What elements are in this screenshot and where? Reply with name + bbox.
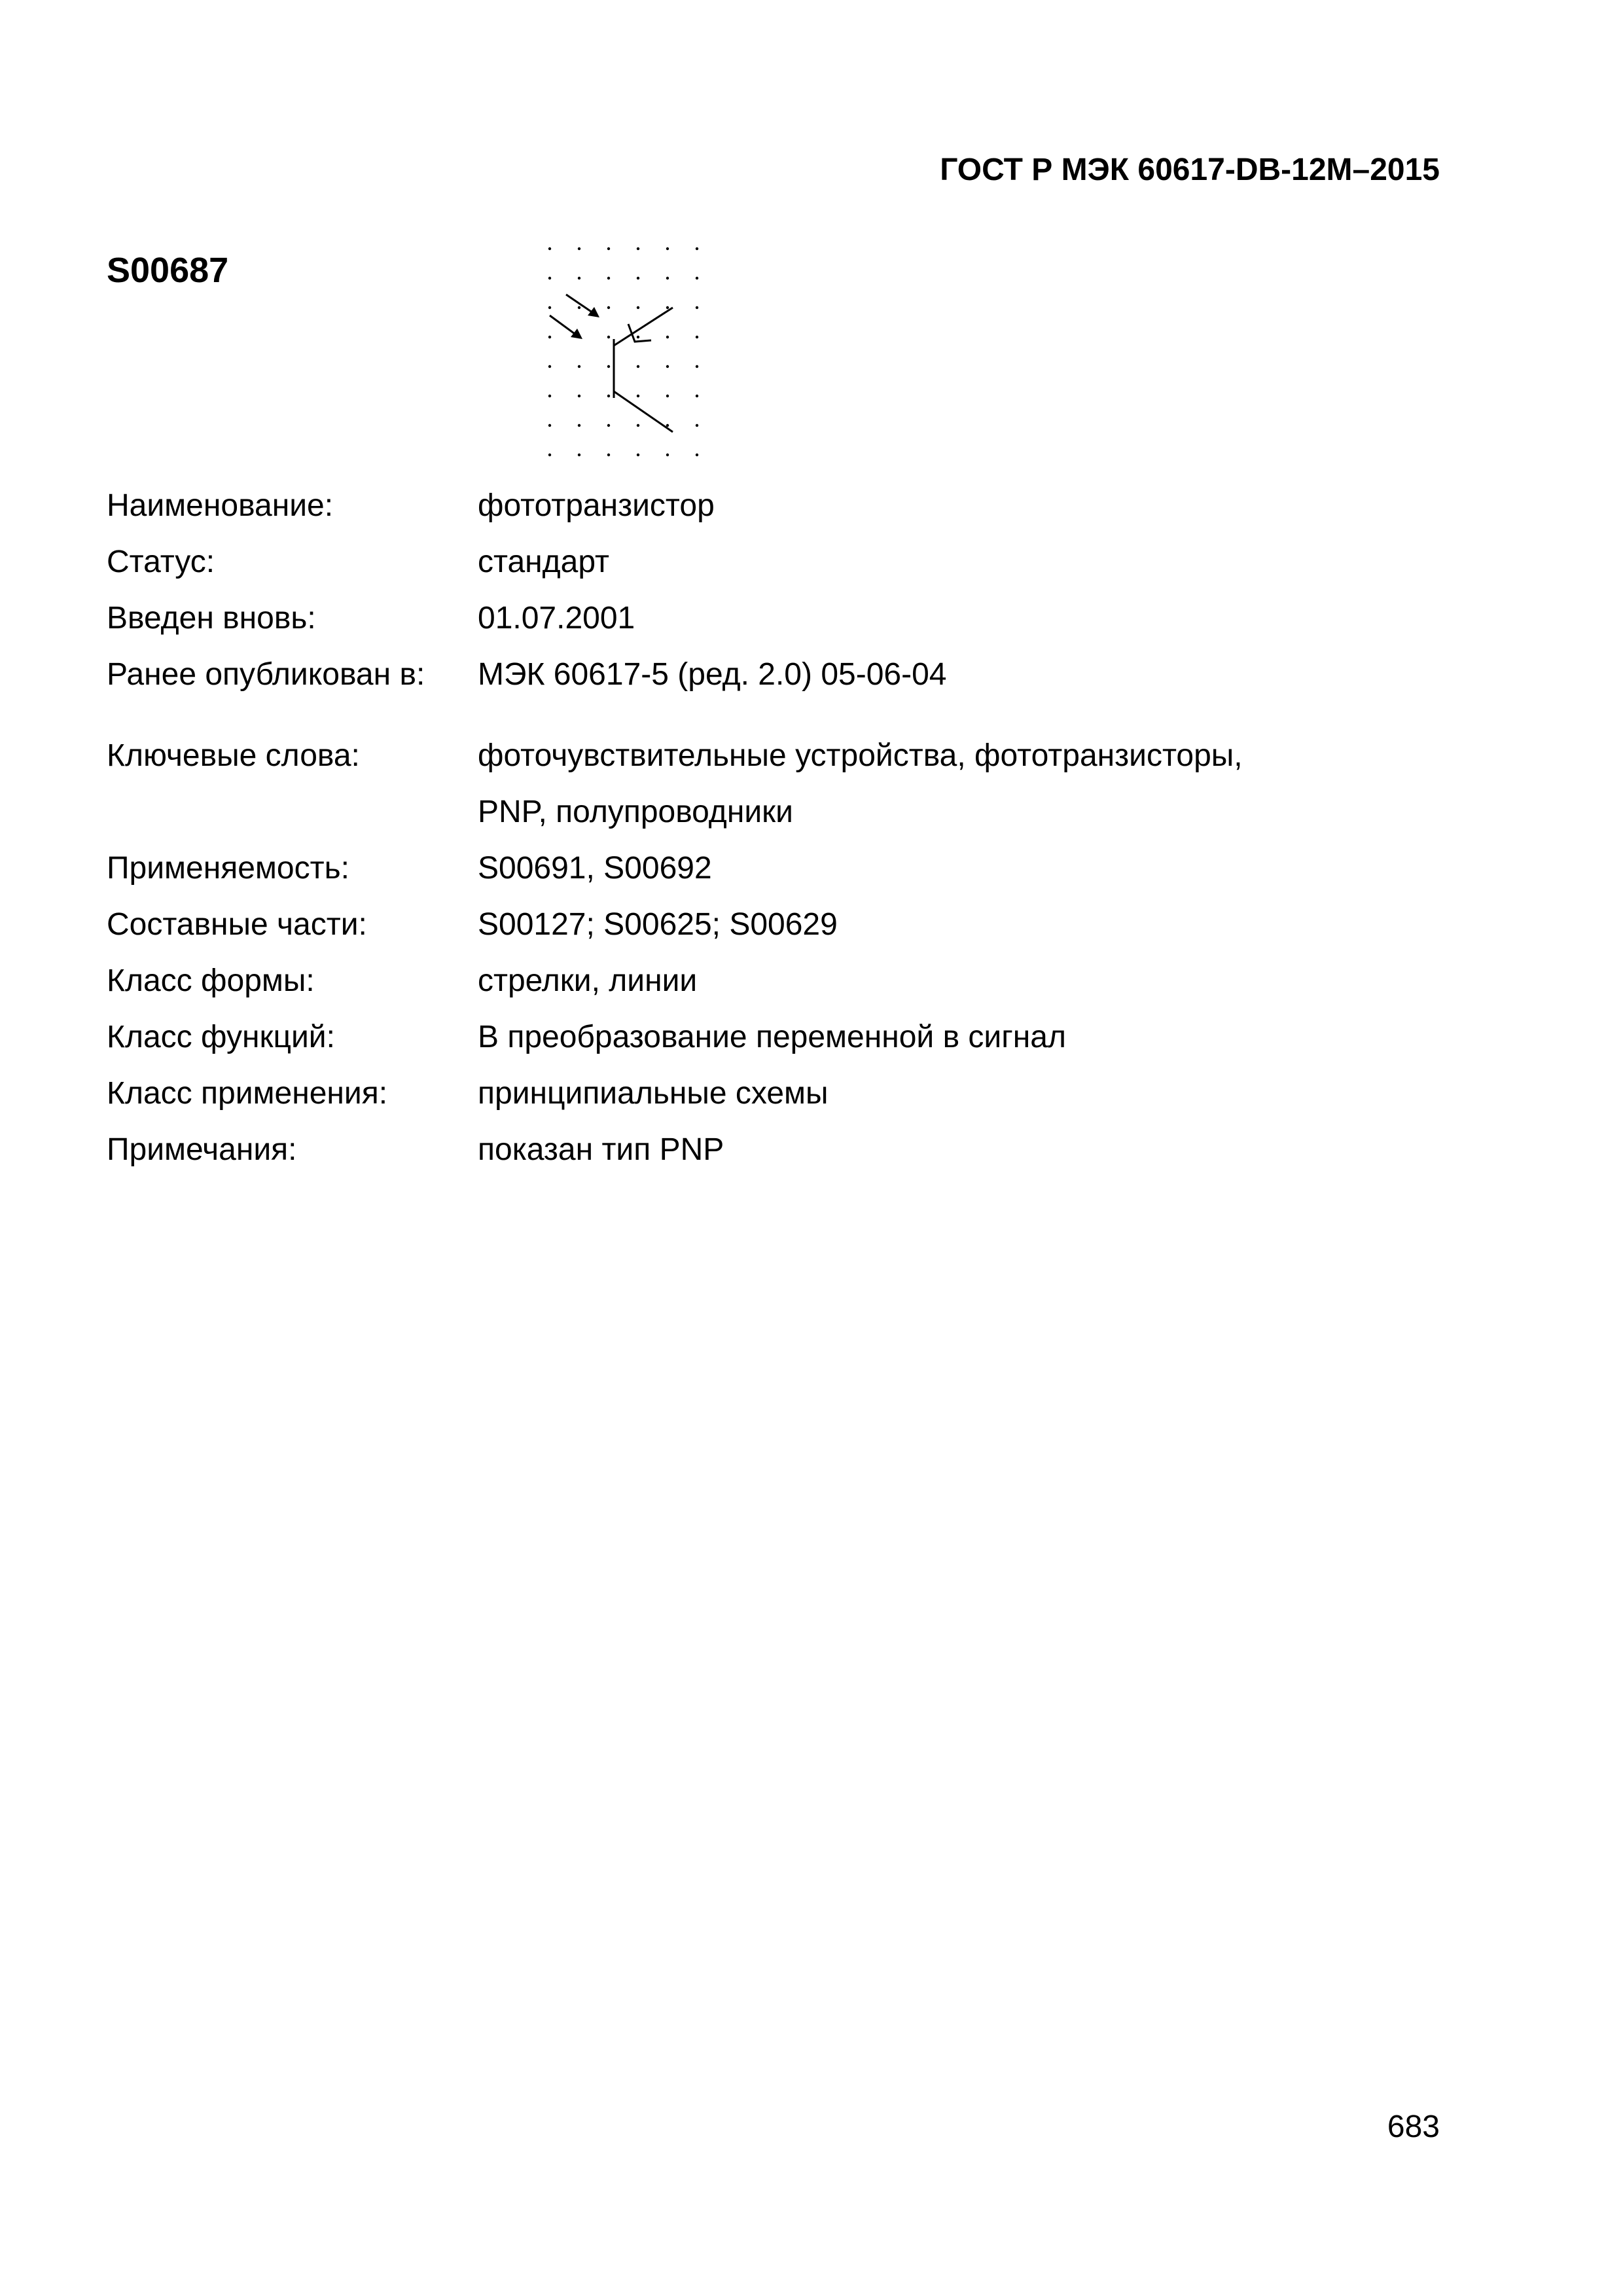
grid-dot <box>578 277 580 279</box>
label-keywords: Ключевые слова: <box>107 738 360 773</box>
value-function-class: B преобразование переменной в сигнал <box>478 1020 1066 1054</box>
grid-dot <box>696 247 698 250</box>
value-shape-class: стрелки, линии <box>478 963 698 998</box>
label-applicability: Применяемость: <box>107 851 349 886</box>
grid-dot <box>666 424 669 427</box>
grid-dot <box>607 395 610 397</box>
row-applicability <box>107 840 1448 897</box>
grid-dot <box>548 395 551 397</box>
grid-dot <box>637 306 639 309</box>
grid-dots <box>548 247 698 456</box>
light-arrowhead-2-icon <box>571 329 582 339</box>
value-published: МЭК 60617-5 (ред. 2.0) 05-06-04 <box>478 657 947 692</box>
light-arrowhead-1-icon <box>588 307 599 317</box>
value-components: S00127; S00625; S00629 <box>478 907 838 942</box>
value-application-class: принципиальные схемы <box>478 1076 829 1111</box>
grid-dot <box>696 395 698 397</box>
grid-dot <box>637 247 639 250</box>
grid-dot <box>548 247 551 250</box>
grid-dot <box>578 365 580 368</box>
grid-dot <box>548 336 551 338</box>
grid-dot <box>578 424 580 427</box>
keywords-line-1: фоточувствительные устройства, фототранзисторы, <box>478 738 1243 773</box>
label-published: Ранее опубликован в: <box>107 657 425 692</box>
grid-dot <box>637 395 639 397</box>
label-notes: Примечания: <box>107 1132 297 1167</box>
label-components: Составные части: <box>107 907 367 942</box>
grid-dot <box>666 277 669 279</box>
row-name <box>107 478 1448 534</box>
grid-dot <box>578 395 580 397</box>
grid-dot <box>637 454 639 456</box>
row-shape-class <box>107 953 1448 1009</box>
grid-dot <box>548 306 551 309</box>
label-name: Наименование: <box>107 488 334 523</box>
grid-dot <box>637 336 639 338</box>
emitter-arrow-icon <box>628 324 651 342</box>
label-introduced: Введен вновь: <box>107 601 316 636</box>
grid-dot <box>666 395 669 397</box>
grid-dot <box>548 424 551 427</box>
symbol-properties <box>107 478 1448 1178</box>
keywords-line-2: PNP, полупроводники <box>478 795 793 829</box>
grid-dot <box>607 424 610 427</box>
grid-dot <box>696 365 698 368</box>
grid-dot <box>607 454 610 456</box>
grid-dot <box>607 365 610 368</box>
phototransistor-pnp-symbol-icon <box>537 242 720 468</box>
standard-designation: ГОСТ Р МЭК 60617-DB-12М–2015 <box>940 152 1440 187</box>
value-status: стандарт <box>478 545 609 579</box>
grid-dot <box>578 454 580 456</box>
grid-dot <box>607 247 610 250</box>
grid-dot <box>607 277 610 279</box>
row-status <box>107 534 1448 590</box>
grid-dot <box>637 424 639 427</box>
value-notes: показан тип PNP <box>478 1132 724 1167</box>
emitter-line <box>614 308 673 346</box>
symbol-id: S00687 <box>107 251 229 290</box>
grid-dot <box>578 247 580 250</box>
grid-dot <box>666 454 669 456</box>
grid-dot <box>607 306 610 309</box>
grid-dot <box>637 277 639 279</box>
value-keywords <box>478 728 1448 840</box>
row-introduced <box>107 590 1448 647</box>
row-function-class <box>107 1009 1448 1066</box>
label-status: Статус: <box>107 545 215 579</box>
row-notes <box>107 1122 1448 1178</box>
grid-dot <box>666 336 669 338</box>
value-applicability: S00691, S00692 <box>478 851 712 886</box>
grid-dot <box>607 336 610 338</box>
grid-dot <box>548 277 551 279</box>
grid-dot <box>696 424 698 427</box>
label-shape-class: Класс формы: <box>107 963 315 998</box>
grid-dot <box>637 365 639 368</box>
grid-dot <box>666 365 669 368</box>
row-application-class <box>107 1066 1448 1122</box>
grid-dot <box>696 277 698 279</box>
grid-dot <box>696 454 698 456</box>
grid-dot <box>696 336 698 338</box>
row-components <box>107 897 1448 953</box>
grid-dot <box>548 454 551 456</box>
page-number: 683 <box>1387 2109 1440 2144</box>
grid-dot <box>548 365 551 368</box>
grid-dot <box>666 306 669 309</box>
value-name: фототранзистор <box>478 488 715 523</box>
grid-dot <box>578 306 580 309</box>
label-application-class: Класс применения: <box>107 1076 388 1111</box>
collector-line <box>614 391 673 432</box>
row-published <box>107 647 1448 703</box>
grid-dot <box>696 306 698 309</box>
grid-dot <box>666 247 669 250</box>
row-keywords <box>107 728 1448 840</box>
value-introduced: 01.07.2001 <box>478 601 635 636</box>
label-function-class: Класс функций: <box>107 1020 335 1054</box>
